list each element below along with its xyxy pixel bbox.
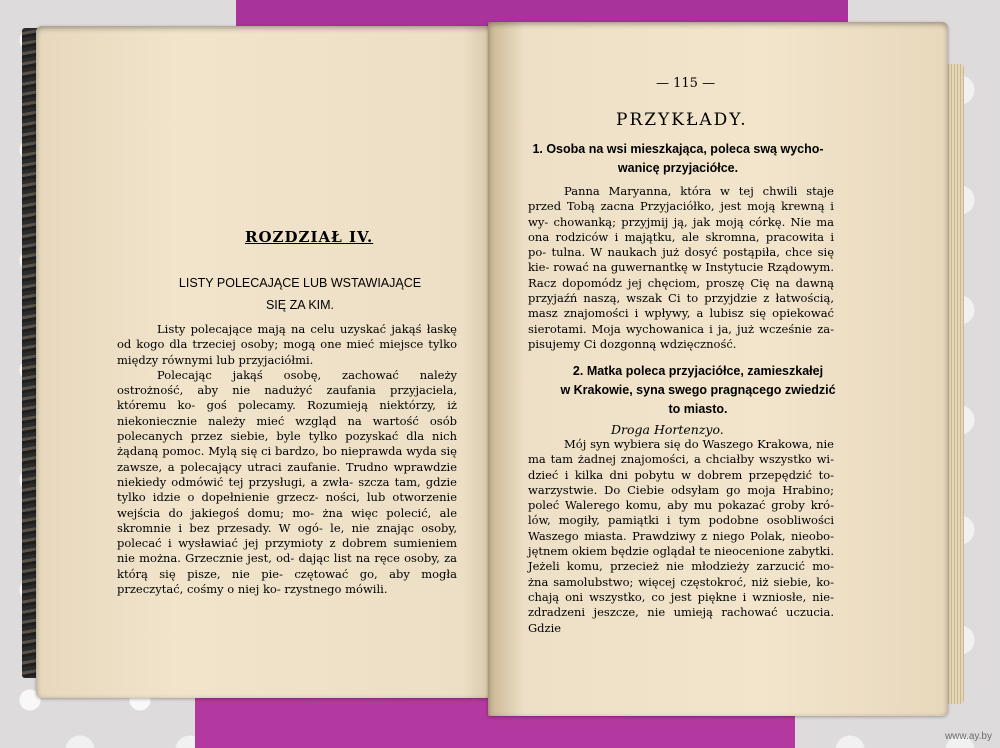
section-title-line1: LISTY POLECAJĄCE LUB WSTAWIAJĄCE — [178, 276, 422, 290]
page-number: — 115 — — [656, 76, 716, 91]
right-paragraph-2-text: Mój syn wybiera się do Waszego Krakowa, nie ma tam żadnej znajomości, a chciałby wszystko wi- dzieć i kilka dni pobytu w dobrem przepędzić to- warzystwie. Do Ciebie odsyłam go moja Hrabino; poleć Walerego komu, aby mu pokazać groby kró- lów, mogiły, pamiątki i tym podobne osobliwości Waszego miasta. Prawdziwy z niego Polak, nieobo- jętnem okiem będzie oglądał te nieocenione zabytki. Jeżeli komu, przecież nie młodzieży zarzucić mo- żna samolubstwo; więcej częstokroć, niż siebie, ko- chają oni wszystko, co jest piękne i wzniosłe, nie- zdradzeni jeszcze, nie umieją rachować uczucia. Gdzie — [528, 437, 834, 635]
example-heading-2-line3: to miasto. — [668, 402, 728, 416]
letter-salutation: Droga Hortenzyo. — [611, 422, 724, 437]
site-watermark: www.ay.by — [944, 731, 992, 742]
chapter-title: ROZDZIAŁ IV. — [245, 228, 374, 246]
page-header: PRZYKŁADY. — [616, 110, 748, 130]
example-heading-2-line1: 2. Matka poleca przyjaciółce, zamieszkałej — [572, 364, 824, 378]
example-heading-2-line2: w Krakowie, syna swego pragnącego zwiedzić — [560, 383, 836, 397]
right-paragraph-2 — [528, 437, 834, 636]
right-paragraph-1-text: Panna Maryanna, która w tej chwili staje przed Tobą zacna Przyjaciółko, jest moją krewną i wy- chowanką; przyjmij ją, jak moją córkę. Nie ma ona rodziców i majątku, ale skromna, pracowita i po- tulna. W naukach już dosyć postąpiła, chce się kie- rować na guwernantkę w Instytucie Rządowym. Racz dopomódz jej chęciom, proszę Cię na dawną przyjaźń naszą, wszak Ci to przyjdzie z łatwością, masz znajomości i wpływy, a lubisz się opiekować sierotami. Moja wychowanica i ja, już wcześnie za- pisujemy Ci dozgonną wdzięczność. — [528, 184, 834, 351]
example-heading-1-line2: wanicę przyjaciółce. — [617, 161, 739, 175]
right-paragraph-1 — [528, 184, 834, 352]
example-heading-1-line1: 1. Osoba na wsi mieszkająca, poleca swą wycho- — [532, 142, 824, 156]
left-paragraph-1: Listy polecające mają na celu uzyskać jakąś łaskę od kogo dla trzeciej osoby; mogą one mieć miejsce tylko między równymi lub przyjaciółmi. — [117, 322, 457, 367]
section-title-line2: SIĘ ZA KIM. — [265, 298, 335, 312]
left-paragraph-2: Polecając jakąś osobę, zachować należy ostrożność, aby nie nadużyć zaufania przyjaciela, któremu ko- goś polecamy. Rozumieją niektórzy, iż niekoniecznie należy mieć wzgląd na wartość osób polecanych przez siebie, byle tylko pozyskać dla nich żądaną pomoc. Mylą się ci bardzo, bo nieprawda wyda się zawsze, a polecający utraci zaufanie. Trudno wprawdzie niekiedy odmówić tej przysługi, a zwła- szcza tam, gdzie tylko idzie o dopełnienie grzecz- ności, lub otworzenie wejścia do jakiegoś domu; mo- żna więc polecić, ale skromnie i bez przesady. W ogó- le, nie znając osoby, polecać i wysławiać jej przymioty z dobrem sumieniem nie można. Grzecznie jest, od- dając list na ręce osoby, za którą się pisze, nie pie- czętować go, aby mogła przeczytać, cośmy o niej ko- rzystnego mówili. — [117, 367, 457, 597]
left-body — [117, 322, 457, 597]
example-heading-1 — [528, 140, 828, 178]
section-title — [150, 272, 450, 316]
example-heading-2 — [548, 362, 848, 419]
